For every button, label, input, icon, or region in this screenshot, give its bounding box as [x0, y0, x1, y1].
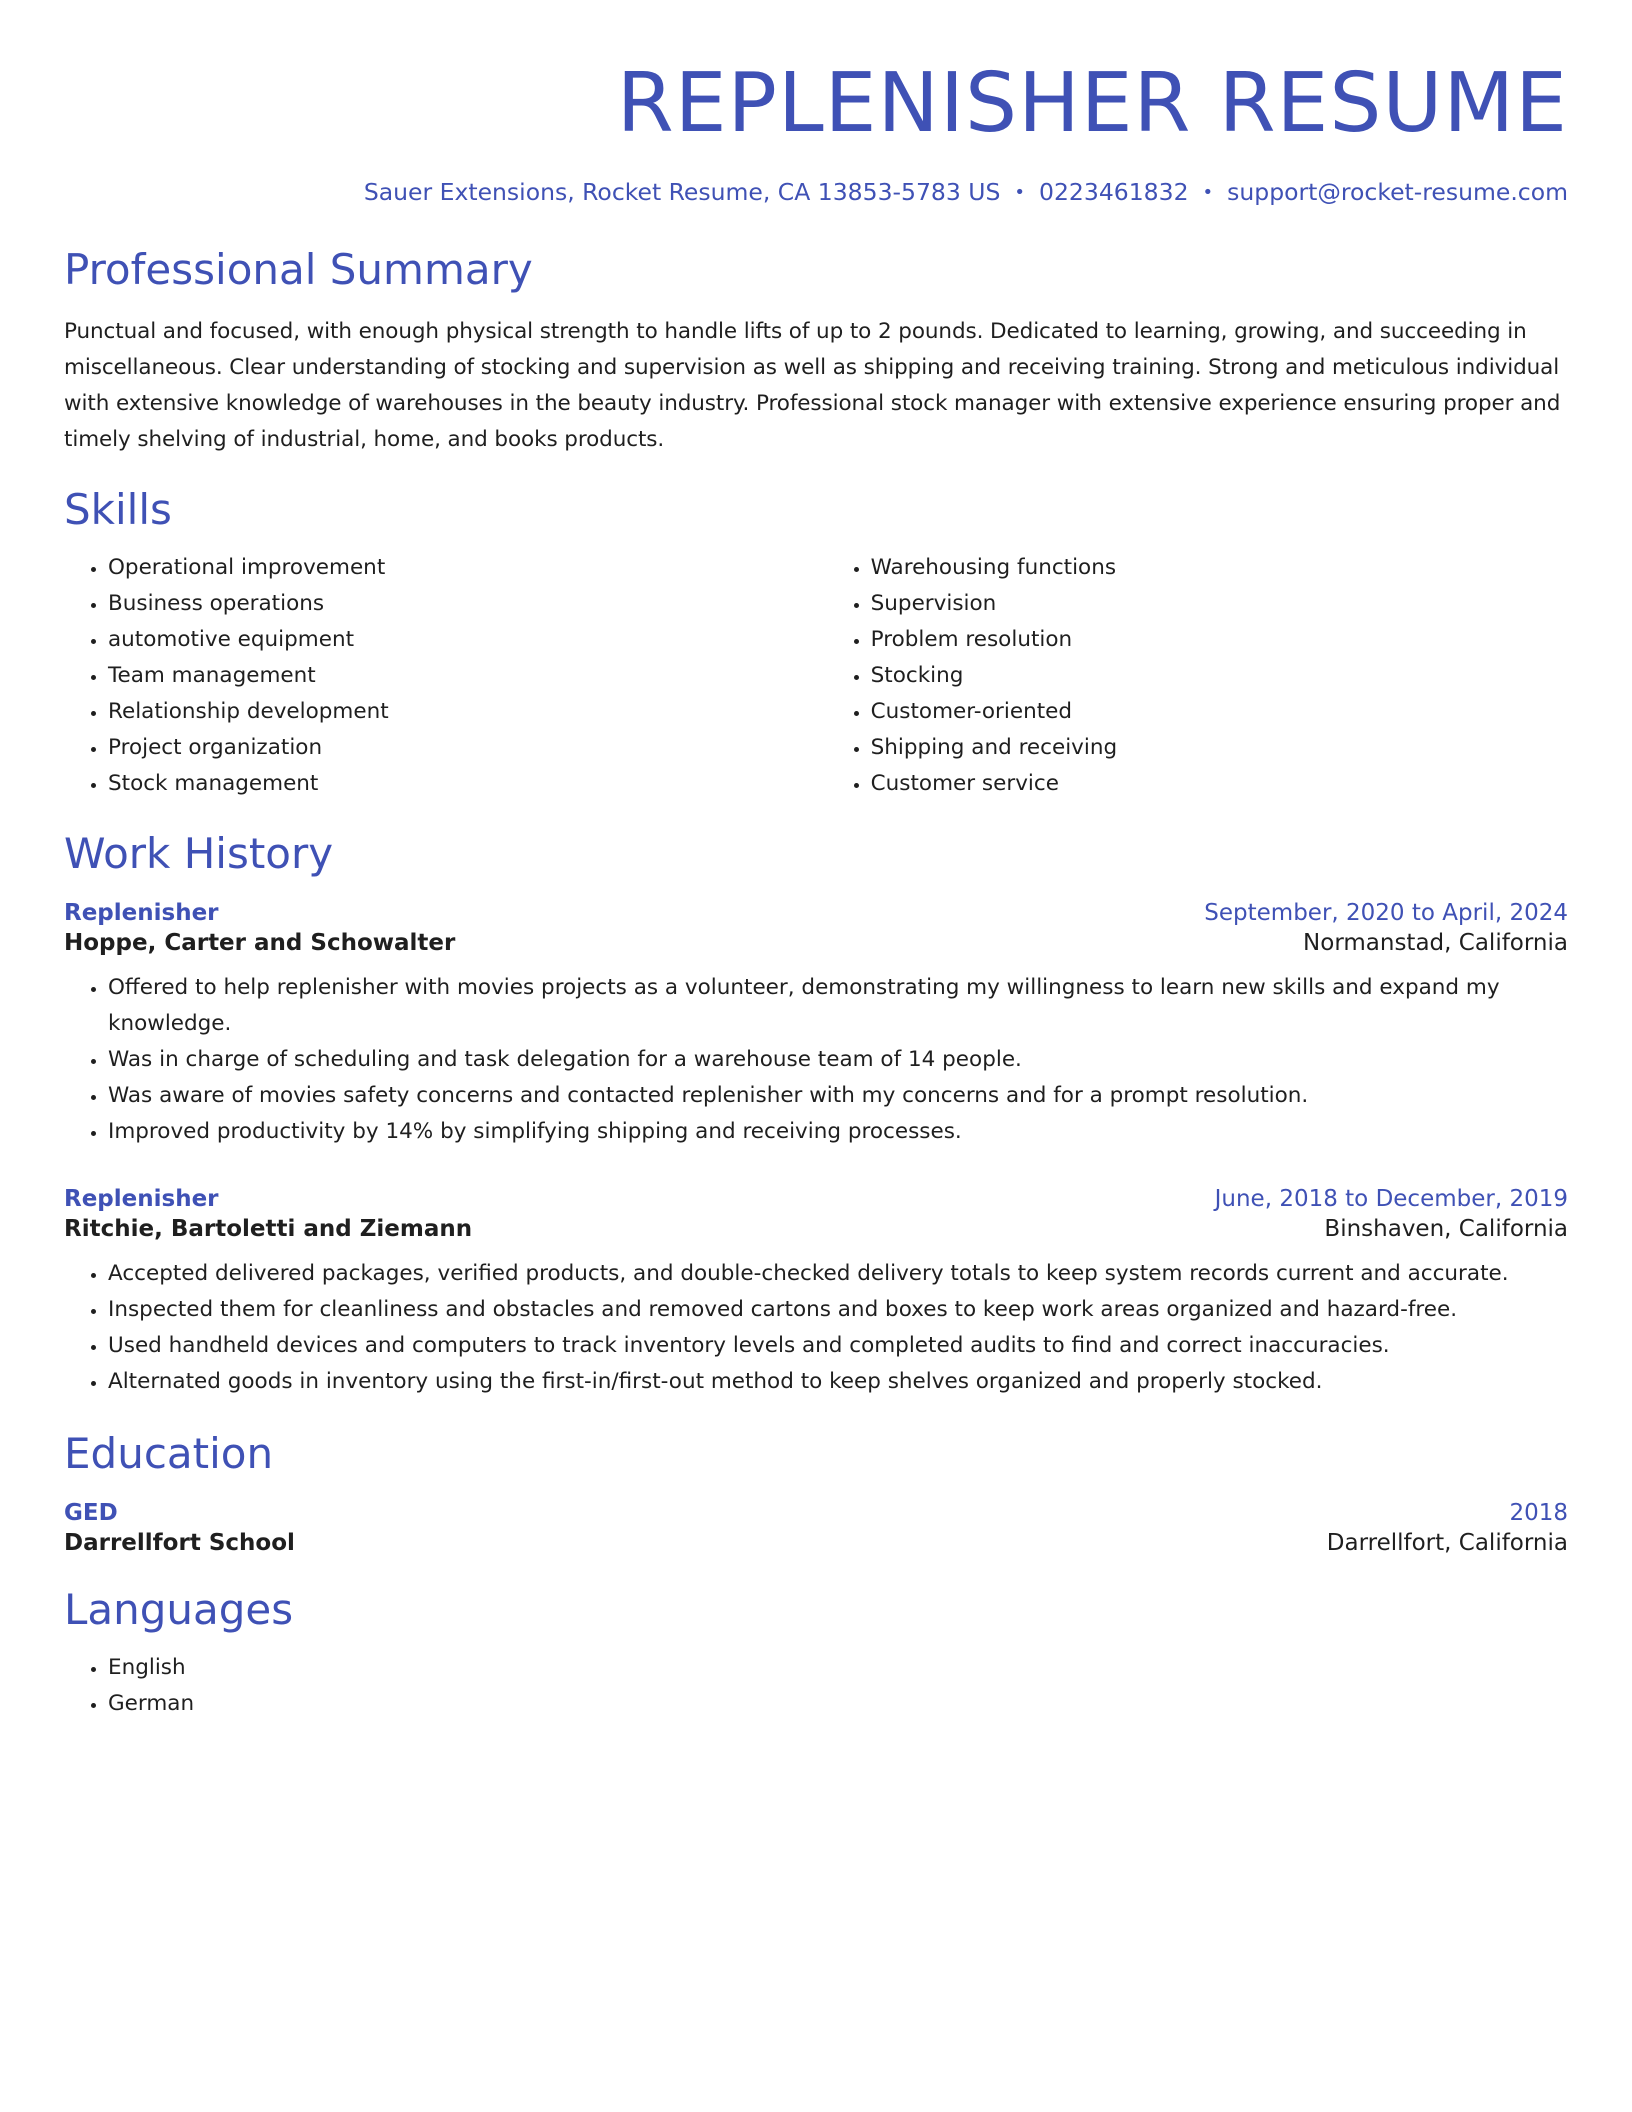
skill-item: • Supervision — [871, 586, 1568, 622]
skill-item: • Team management — [108, 658, 827, 694]
resume-header — [64, 0, 1568, 206]
skills-columns — [64, 550, 1568, 802]
education-location: Darrellfort, California — [1326, 1530, 1568, 1556]
contact-phone: 0223461832 — [1039, 178, 1189, 206]
skill-item: • Relationship development — [108, 694, 827, 730]
contact-email: support@rocket-resume.com — [1227, 178, 1568, 206]
education-degree-row — [64, 1500, 1568, 1526]
job-company: Ritchie, Bartoletti and Ziemann — [64, 1216, 473, 1242]
skill-item: • Customer-oriented — [871, 694, 1568, 730]
job-location: Normanstad, California — [1303, 930, 1568, 956]
job-company-row — [64, 930, 1568, 956]
contact-line — [64, 178, 1568, 206]
summary-section — [64, 244, 1568, 458]
job-dates: September, 2020 to April, 2024 — [1204, 900, 1568, 926]
job-dates: June, 2018 to December, 2019 — [1214, 1186, 1568, 1212]
skill-item: • Stock management — [108, 766, 827, 802]
education-school: Darrellfort School — [64, 1530, 295, 1556]
skill-item: • Project organization — [108, 730, 827, 766]
skill-item: • Problem resolution — [871, 622, 1568, 658]
job-title-row — [64, 900, 1568, 926]
languages-heading: Languages — [64, 1585, 294, 1634]
skills-list-left — [64, 550, 827, 802]
job-entry — [64, 1186, 1568, 1400]
language-item: • German — [108, 1686, 1568, 1722]
education-year: 2018 — [1509, 1500, 1568, 1526]
skill-item: • Warehousing functions — [871, 550, 1568, 586]
languages-list — [64, 1650, 1568, 1722]
skills-section — [64, 484, 1568, 802]
skills-list-right — [827, 550, 1568, 802]
job-bullet: • Inspected them for cleanliness and obstacles and removed cartons and boxes to keep work areas organized and hazard-free. — [108, 1292, 1568, 1328]
skill-item: • Stocking — [871, 658, 1568, 694]
contact-separator: • — [1202, 182, 1214, 203]
job-bullet: • Was aware of movies safety concerns and contacted replenisher with my concerns and for a prompt resolution. — [108, 1078, 1568, 1114]
job-location: Binshaven, California — [1324, 1216, 1568, 1242]
skill-item: • automotive equipment — [108, 622, 827, 658]
resume-title: REPLENISHER RESUME — [616, 56, 1568, 151]
skill-item: • Business operations — [108, 586, 827, 622]
job-company: Hoppe, Carter and Schowalter — [64, 930, 456, 956]
education-school-row — [64, 1530, 1568, 1556]
summary-heading: Professional Summary — [64, 245, 533, 294]
summary-text: Punctual and focused, with enough physical strength to handle lifts of up to 2 pounds. Dedicated to learning, growing, and succeeding in miscellaneous. Clear understanding of stocking and supervision as well as shipping and receiving training. Strong and meticulous individual with extensive knowledge of warehouses in the beauty industry. Professional stock manager with extensive experience ensuring proper and timely shelving of industrial, home, and books products. — [64, 319, 1561, 452]
contact-separator: • — [1014, 182, 1026, 203]
job-bullet: • Improved productivity by 14% by simplifying shipping and receiving processes. — [108, 1114, 1568, 1150]
language-item: • English — [108, 1650, 1568, 1686]
job-bullet: • Was in charge of scheduling and task delegation for a warehouse team of 14 people. — [108, 1042, 1568, 1078]
contact-address: Sauer Extensions, Rocket Resume, CA 13853-5783 US — [363, 178, 1001, 206]
languages-section — [64, 1584, 1568, 1722]
job-bullet: • Accepted delivered packages, verified products, and double-checked delivery totals to keep system records current and accurate. — [108, 1256, 1568, 1292]
education-heading: Education — [64, 1429, 274, 1478]
job-bullet: • Offered to help replenisher with movies projects as a volunteer, demonstrating my willingness to learn new skills and expand my knowledge. — [108, 970, 1568, 1042]
job-title: Replenisher — [64, 900, 219, 926]
work-history-section — [64, 828, 1568, 1400]
job-title: Replenisher — [64, 1186, 219, 1212]
education-degree: GED — [64, 1500, 118, 1526]
job-company-row — [64, 1216, 1568, 1242]
skill-item: • Shipping and receiving — [871, 730, 1568, 766]
education-section — [64, 1428, 1568, 1556]
skill-item: • Operational improvement — [108, 550, 827, 586]
job-title-row — [64, 1186, 1568, 1212]
job-entry — [64, 900, 1568, 1150]
skills-heading: Skills — [64, 485, 172, 534]
job-bullets — [64, 1256, 1568, 1400]
work-history-heading: Work History — [64, 829, 334, 878]
job-bullet: • Used handheld devices and computers to track inventory levels and completed audits to find and correct inaccuracies. — [108, 1328, 1568, 1364]
skill-item: • Customer service — [871, 766, 1568, 802]
job-bullets — [64, 970, 1568, 1150]
job-bullet: • Alternated goods in inventory using the first-in/first-out method to keep shelves organized and properly stocked. — [108, 1364, 1568, 1400]
